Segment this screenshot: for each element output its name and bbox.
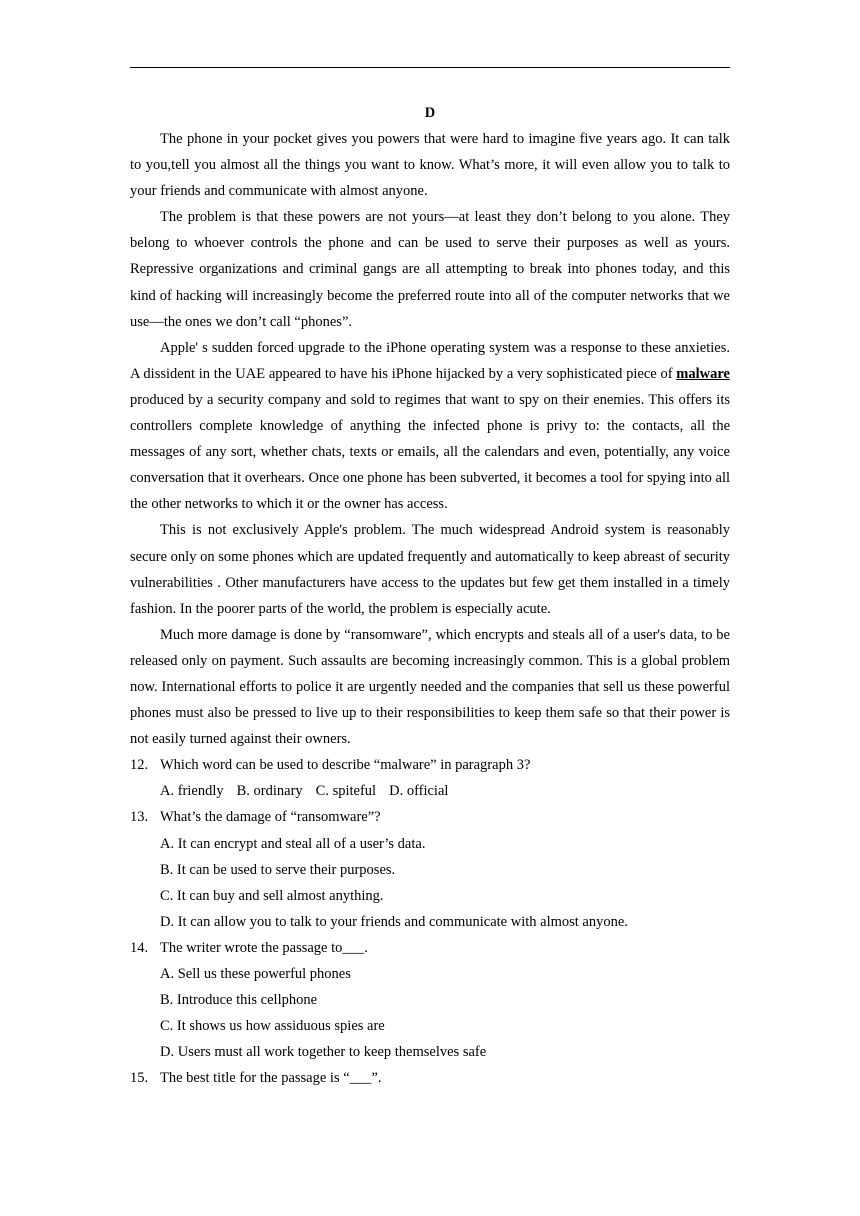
question-12-options <box>130 778 730 804</box>
question-13 <box>130 804 730 830</box>
question-12 <box>130 752 730 778</box>
question-14 <box>130 935 730 961</box>
option-c: C. It shows us how assiduous spies are <box>160 1018 385 1035</box>
passage-paragraph-2: The problem is that these powers are not yours—at least they don’t belong to you alone. They belong to whoever controls the phone and can be used to serve their purposes as well as yours. Repressive organizations and criminal gangs are all attempting to break into phones today, and this kind of hacking will increasingly become the preferred route into all of the computer networks that we use—the ones we don’t call “phones”. <box>130 209 730 330</box>
option-a: A. It can encrypt and steal all of a user’s data. <box>160 835 426 852</box>
option-c: C. It can buy and sell almost anything. <box>160 887 384 904</box>
passage-paragraph-5: Much more damage is done by “ransomware”, which encrypts and steals all of a user's data, to be released only on payment. Such assaults are becoming increasingly common. This is a global problem now. International efforts to police it are urgently needed and the companies that sell us these powerful phones must also be pressed to live up to their responsibilities to keep them safe so that their power is not easily turned against their owners. <box>130 626 730 748</box>
section-title: D <box>424 105 436 121</box>
question-text: The best title for the passage is “___”. <box>160 1070 382 1087</box>
option-d: D. It can allow you to talk to your friends and communicate with almost anyone. <box>160 913 628 930</box>
document-body <box>130 100 730 1091</box>
option-b: B. ordinary <box>236 783 303 800</box>
passage-paragraph-4: This is not exclusively Apple's problem. The much widespread Android system is reasonably secure only on some phones which are updated frequently and automatically to keep abreast of security vulnerabilities . Other manufacturers have access to the updates but few get them installed in a timely fashion. In the poorer parts of the world, the problem is especially acute. <box>130 522 730 617</box>
question-text: The writer wrote the passage to___. <box>160 939 368 956</box>
question-15 <box>130 1065 730 1091</box>
question-text: Which word can be used to describe “malware” in paragraph 3? <box>160 757 531 774</box>
option-d: D. official <box>389 783 449 800</box>
option-a: A. friendly <box>160 783 224 800</box>
malware-keyword: malware <box>676 365 730 382</box>
question-text: What’s the damage of “ransomware”? <box>160 809 381 826</box>
header-rule <box>130 67 730 68</box>
option-c: C. spiteful <box>315 783 377 800</box>
paragraph-3-text-start: Apple' s sudden forced upgrade to the iPhone operating system was a response to these anxieties. A dissident in the UAE appeared to have his iPhone hijacked by a very sophisticated piece of <box>130 339 730 382</box>
passage-paragraph-1: The phone in your pocket gives you powers that were hard to imagine five years ago. It can talk to you,tell you almost all the things you want to know. What’s more, it will even allow you to talk to your friends and communicate with almost anyone. <box>130 131 730 200</box>
passage-paragraph-3 <box>130 335 730 518</box>
question-number: 14. <box>130 939 149 956</box>
option-b: B. It can be used to serve their purposes. <box>160 861 396 878</box>
question-number: 12. <box>130 757 149 774</box>
option-a: A. Sell us these powerful phones <box>160 966 351 982</box>
question-number: 15. <box>130 1070 149 1087</box>
option-d: D. Users must all work together to keep themselves safe <box>160 1044 487 1061</box>
paragraph-3-text-end: produced by a security company and sold to regimes that want to spy on their enemies. This offers its controllers complete knowledge of anything the infected phone is privy to: the contacts, all the messages of any sort, whether chats, texts or emails, all the calendars and even, potentially, any voice conversation that it overhears. Once one phone has been subverted, it becomes a tool for spying into all the other networks to which it or the owner has access. <box>130 391 730 513</box>
option-b: B. Introduce this cellphone <box>160 992 318 1009</box>
question-number: 13. <box>130 809 149 826</box>
